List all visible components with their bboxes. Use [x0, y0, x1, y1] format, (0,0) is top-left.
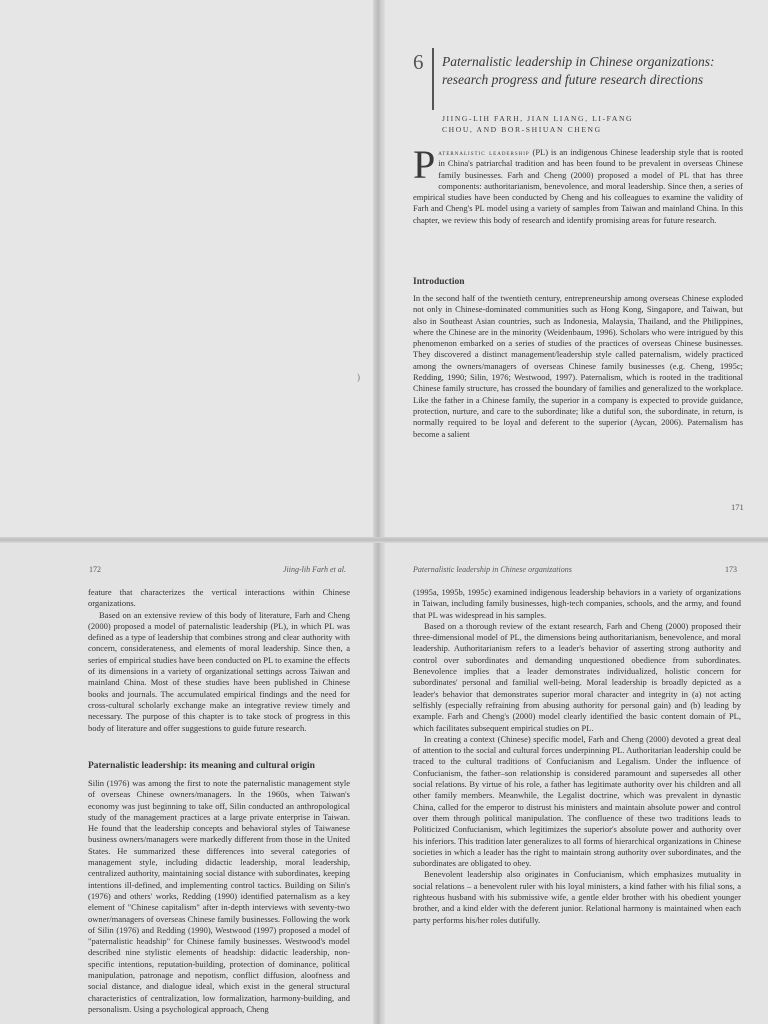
paragraph: (1995a, 1995b, 1995c) examined indigenous leadership behaviors in a variety of organizations in Taiwan, including family businesses, high-tech companies, schools, and the army, and found that PL was widespread in his samples. [413, 587, 741, 620]
drop-cap: P [413, 142, 436, 187]
chapter-abstract [413, 142, 743, 226]
book-gutter [373, 0, 385, 1024]
running-head-172: Jiing-lih Farh et al. [283, 565, 346, 574]
authors-line-2: CHOU, AND BOR-SHIUAN CHENG [442, 125, 602, 134]
lead-text: (PL) is an indigenous Chinese leadership style that is rooted in China's patriarchal tradition and has been found to be prevalent in overseas Chinese family businesses. Farh and Cheng (2000) proposed a model of PL that has three components: authoritarianism, benevolence, and moral leadership. Since then, a series of empirical studies have been conducted by Cheng and his colleagues to examine the validity of Farh and Cheng's PL model using a variety of samples from Taiwan and mainland China. In this chapter, we review this body of research and identify promising areas for future research. [413, 147, 743, 225]
running-head-173: Paternalistic leadership in Chinese organizations [413, 565, 572, 574]
introduction-paragraph: In the second half of the twentieth century, entrepreneurship among overseas Chinese exploded not only in Chinese-dominated communities such as Hong Kong, Singapore, and Taiwan, but also in Southeast Asian countries, such as Indonesia, Malaysia, Thailand, and the Philippines, where the Chinese are in the minority (Weidenbaum, 1996). Scholars who were intrigued by this phenomenon embarked on a series of studies of the practices of overseas Chinese businesses. They discovered a distinct management/leadership style called paternalism, widely practiced among the owners/managers of overseas Chinese family businesses (e.g. Cheng, 1995c; Redding, 1990; Silin, 1976; Westwood, 1997). Paternalism, which is rooted in the traditional Chinese family structure, has crossed the boundary of families and generalized to the workplace. Like the father in a Chinese family, the superior in a company is expected to provide guidance, protection, nurture, and care to the subordinate; like a dutiful son, the subordinate, in return, is normally required to be loyal and deferent to the superior (Aycan, 2006). Paternalism has become a salient [413, 293, 743, 439]
page-number-173: 173 [725, 565, 737, 574]
paragraph: Silin (1976) was among the first to note the paternalistic management style of overseas Chinese owners/managers. In the 1960s, when Taiwan's economy was just beginning to take off, Silin conducted an anthropological study of the management practices at a large private enterprise in Taiwan. He found that the leadership concepts and behavioral styles of Taiwanese business owners/managers were markedly different from those in the United States. He summarized these differences into several categories of management style, including didactic leadership, moral leadership, centralized authority, maintaining social distance with subordinates, keeping intentions ill-defined, and implementing control tactics. Building on Silin's (1976) and others' works, Redding (1990) identified paternalism as a key element of "Chinese capitalism" after in-depth interviews with seventy-two owner/managers of overseas Chinese family businesses. Following the work of Silin (1976) and Redding (1990), Westwood (1997) proposed a model of "paternalistic headship" for Chinese family businesses. Westwood's model described nine stylistic elements of headship: didactic leadership, non-specific intentions, reputation-building, protection of dominance, political manipulation, patronage and nepotism, conflict diffusion, aloofness and social distance, and dialogue ideal, which exist in the general structural characteristics of centralization, low formalization, harmony-building, and personalism. Using a psychological approach, Cheng [88, 778, 350, 1014]
margin-mark: ) [357, 372, 360, 382]
page-number-172: 172 [89, 565, 101, 574]
paragraph: In creating a context (Chinese) specific model, Farh and Cheng (2000) devoted a great deal of attention to the social and cultural forces underpinning PL. Authoritarian leadership could be traced to the cultural traditions of Confucianism and Legalism. Under the influence of Confucianism, the father–son relationship is considered paramount and supersedes all other social relations. By virtue of his role, a father has legitimate authority over his children and all other family members. Meanwhile, the Legalist doctrine, which was prevalent in dynastic China, called for the emperor to distrust his ministers and maintain absolute power and control over them through political manipulation. The confluence of these two traditions leads to Politicized Confucianism, which legitimizes the superior's absolute power and authority over his inferiors. This tradition later generalizes to all forms of hierarchical organizations in Chinese societies in which a leader has the right to maintain strong authority over subordinates, and the subordinates are obligated to obey. [413, 733, 741, 869]
chapter-divider-rule [432, 48, 434, 110]
introduction-heading: Introduction [413, 277, 465, 287]
paragraph: Based on an extensive review of this body of literature, Farh and Cheng (2000) proposed a model of paternalistic leadership (PL), in which PL was defined as a type of leadership that combines strong and clear authority with concern, considerateness, and elements of moral leadership. Since then, a series of empirical studies have been conducted on PL to examine the effects of its dimensions in a variety of organizational settings across Taiwan and mainland China. Most of these studies have been published in Chinese books and journals. The accumulated empirical findings and the need for cross-cultural scholarly exchange make an integrative review timely and necessary. The purpose of this chapter is to take stock of progress in this body of literature and offer suggestions to guide future research. [88, 609, 350, 733]
introduction-body [413, 293, 743, 440]
authors-line-1: JIING-LIH FARH, JIAN LIANG, LI-FANG [442, 114, 634, 123]
page-172-intro-continued [88, 587, 350, 734]
paragraph: Based on a thorough review of the extant research, Farh and Cheng (2000) proposed their three-dimensional model of PL, the dimensions being authoritarianism, benevolence, and moral leadership. Authoritarianism refers to a leader's behavior of asserting strong authority and control over subordinates and demanding unquestioned obedience from subordinates. Benevolence implies that a leader demonstrates individualized, holistic concern for subordinates' personal and familial well-being. Moral leadership is broadly depicted as a leader's behavior that demonstrates superior moral character and integrity in (a) not acting selfishly (especially refraining from abusing authority for personal gain) and (b) leading by example. Farh and Cheng's (2000) model clearly identified the basic content domain of PL, which facilitates subsequent empirical studies on PL. [413, 620, 741, 733]
paragraph: Benevolent leadership also originates in Confucianism, which emphasizes mutuality in social relations – a benevolent ruler with his loyal ministers, a kind father with his filial sons, a righteous husband with his submissive wife, a gentle elder brother with his obedient younger brother, and a kind elder with the deferent junior. Relational harmony is maintained when each party performs his/her roles dutifully. [413, 869, 741, 925]
spread-fold [0, 537, 768, 543]
chapter-title: Paternalistic leadership in Chinese organizations: research progress and future research directions [442, 54, 715, 87]
page-172-section-body [88, 778, 350, 1015]
chapter-number: 6 [413, 50, 424, 74]
section-heading-meaning-origin: Paternalistic leadership: its meaning and cultural origin [88, 761, 315, 771]
page-173-body [413, 587, 741, 926]
chapter-authors [442, 113, 742, 135]
lead-smallcaps: aternalistic leadership [438, 148, 530, 157]
page-number-171: 171 [731, 502, 744, 512]
paragraph: feature that characterizes the vertical interactions within Chinese organizations. [88, 587, 350, 609]
